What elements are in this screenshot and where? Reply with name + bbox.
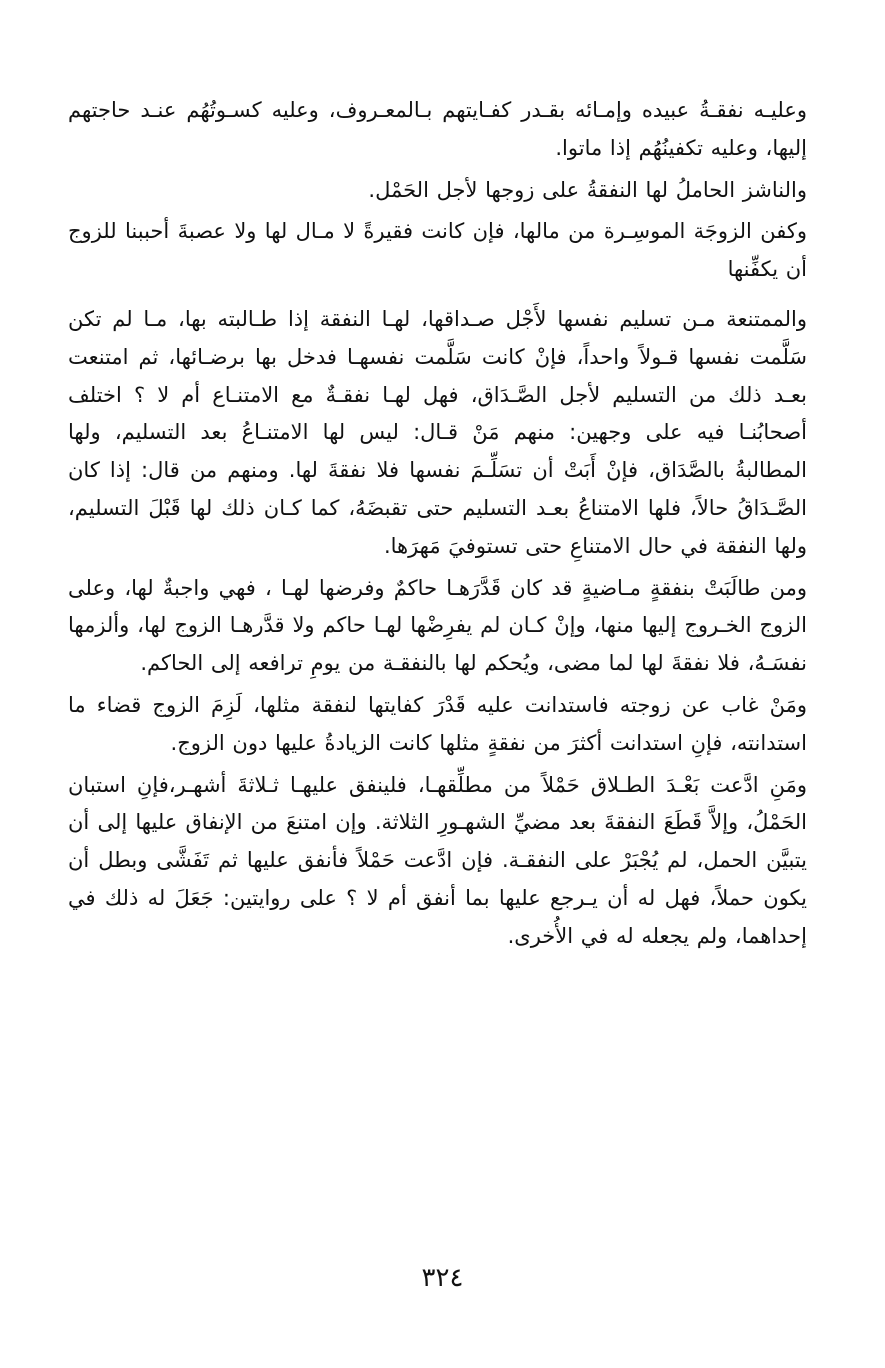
paragraph-wife-shroud: وكفن الزوجَة الموسِـرة من مالها، فإن كانت فقيرةً لا مـال لها ولا عصبةَ أحببنا للزوج أن يكفِّنها <box>68 219 807 282</box>
paragraph-servants-maintenance: وعليـه نفقـةُ عبيده وإمـائه بقـدر كفـايتهم بـالمعـروف، وعليه كسـوتُهُم عنـد حاجتهم إليها، وعليه تكفينُهُم إذا ماتوا. <box>68 98 807 160</box>
paragraph-refusal-for-dowry: والممتنعة مـن تسليم نفسها لأَجْل صـداقها، لهـا النفقة إذا طـالبته بها، مـا لم تكن سَلَّمت نفسها قـولاً واحداً، فإنْ كانت سَلَّمت نفسهـا فدخل بها برضـائها، ثم امتنعت بعـد ذلك من التسليم لأجل الصَّـدَاق، فهل لهـا نفقـةٌ مع الامتنـاع أم لا ؟ اختلف أصحابُنـا فيه على وجهين: منهم مَنْ قـال: ليس لها الامتنـاعُ بعد التسليم، ولها المطالبةُ بالصَّدَاق، فإنْ أَبَتْ أن تسَلِّـمَ نفسها فلا نفقةَ لها. ومنهم من قال: إذا كان الصَّـدَاقُ حالاً، فلها الامتناعُ بعـد التسليم حتى تقبضَهُ، كما كـان ذلك لها قَبْلَ التسليم، ولها النفقة في حال الامتناعِ حتى تستوفيَ مَهرَها. <box>68 306 807 558</box>
text-body <box>68 92 807 960</box>
paragraph-pregnant-nashiz: والناشز الحاملُ لها النفقةُ على زوجها لأجل الحَمْل. <box>368 177 807 202</box>
paragraph-claimed-pregnancy: ومَنِ ادَّعت بَعْـدَ الطـلاق حَمْلاً من مطلِّقهـا، فلينفق عليهـا ثـلاثةَ أشهـر،فإنِ استبان الحَمْلُ، وإلاَّ قَطَعَ النفقةَ بعد مضيِّ الشهـورِ الثلاثة. وإن امتنعَ من الإنفاق عليها إلى أن يتبيَّن الحمل، لم يُجْبَرْ على النفقـة. فإن ادَّعت حَمْلاً فأنفق عليها ثم تَفَشَّى وبطل أن يكون حملاً، فهل له أن يـرجع عليها بما أنفق أم لا ؟ على روايتين: جَعَلَ له ذلك في إحداهما، ولم يجعله له في الأُخرى. <box>68 772 807 948</box>
page-number: ٣٢٤ <box>421 1263 464 1293</box>
paragraph-absent-husband-debt: ومَنْ غاب عن زوجته فاستدانت عليه قَدْرَ كفايتها لنفقة مثلها، لَزِمَ الزوج قضاء ما استدانته، فإنِ استدانت أكثرَ من نفقةٍ مثلها كانت الزيادةُ عليها دون الزوج. <box>68 692 807 755</box>
paragraph-past-maintenance: ومن طالَبَتْ بنفقةٍ مـاضيةٍ قد كان قَدَّرَهـا حاكمٌ وفرضها لهـا ، فهي واجبةٌ لها، وعلى الزوج الخـروج إليها منها، وإنْ كـان لم يفرِضْها لهـا حاكم ولا قدَّرهـا الزوج لها، وألزمها نفسَـهُ، فلا نفقةَ لها لما مضى، ويُحكم لها بالنفقـة من يومِ ترافعه إلى الحاكم. <box>68 575 807 676</box>
